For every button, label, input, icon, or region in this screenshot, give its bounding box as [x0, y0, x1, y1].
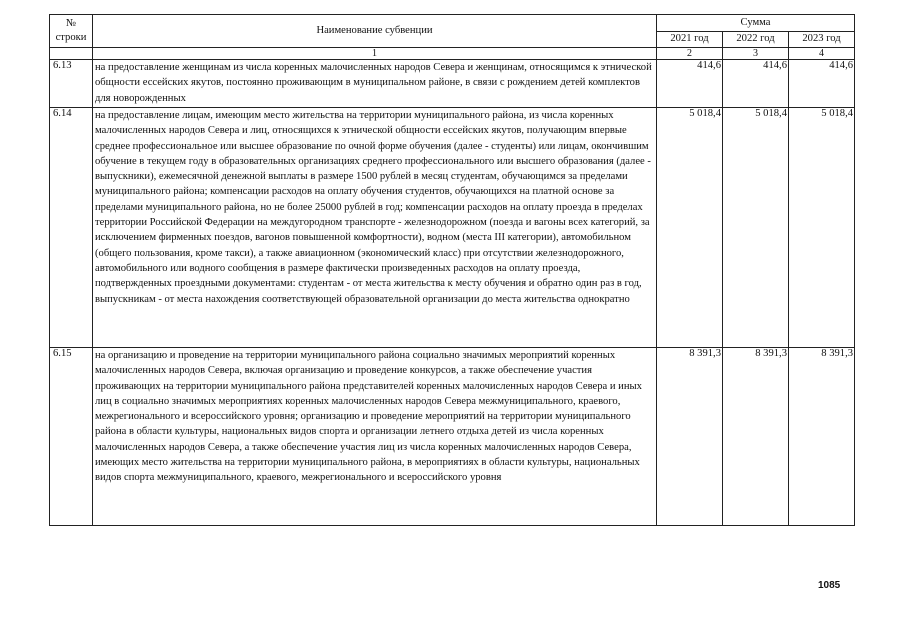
column-number-2: 2: [657, 48, 723, 60]
value-2021: 414,6: [657, 60, 723, 108]
value-2023: 5 018,4: [789, 108, 855, 348]
value-2023: 414,6: [789, 60, 855, 108]
page-number: 1085: [818, 580, 841, 591]
row-number: 6.14: [50, 108, 93, 348]
value-2022: 5 018,4: [723, 108, 789, 348]
subvention-description: на предоставление лицам, имеющим место жительства на территории муниципального района, из числа коренных малочисленных народов Севера и лиц, относящихся к этнической общности ессейских якутов, получающим впервые среднее профессиональное или высшее образование по очной форме обучения (далее - студенты) или лицам, окончившим обучение в текущем году в образовательных организациях среднего профессионального или высшего образования (далее - выпускники), ежемесячной денежной выплаты в размере 1500 рублей в месяц студентам, обучающимся за пределами муниципального района; компенсации расходов на оплату обучения студентов, обучающихся на платной основе за пределами муниципального района, но не более 25000 рублей в год; компенсации расходов на оплату проезда в пределах территории Российской Федерации на междугородном транспорте - железнодорожном (поезда и вагоны всех категорий, за исключением фирменных поездов, вагонов повышенной комфортности), водном (места III категории), автомобильном (общего пользования, кроме такси), а также авиационном (экономический класс) при отсутствии железнодорожного, автомобильного или водного сообщения в размере фактически произведенных расходов на оплату проезда, подтвержденных проездными документами: студентам - от места жительства к месту обучения и обратно один раз в год, выпускникам - от места нахождения соответствующей образовательной организации до места жительства однократно: [93, 108, 657, 348]
subvention-description: на организацию и проведение на территории муниципального района социально значимых мероприятий коренных малочисленных народов Севера, включая организацию и проведение конкурсов, а также обеспечение участия проживающих на территории муниципального района представителей коренных малочисленных народов Севера и иных лиц в социально значимых мероприятиях коренных малочисленных народов Севера межмуниципального, краевого, межрегионального и всероссийского уровня; организацию и проведение мероприятий на территории муниципального района в области культуры, национальных видов спорта и организации летнего отдыха детей из числа коренных малочисленных народов Севера, а также обеспечение участия лиц из числа коренных малочисленных народов Севера, имеющих место жительства на территории муниципального района, в мероприятиях в области культуры, национальных видов спорта межмуниципального, краевого, межрегионального и всероссийского уровня: [93, 348, 657, 526]
header-year-2022: 2022 год: [723, 31, 789, 48]
header-row-number: № строки: [50, 15, 93, 48]
column-number-1: [50, 48, 93, 60]
value-2022: 414,6: [723, 60, 789, 108]
subvention-description: на предоставление женщинам из числа коренных малочисленных народов Севера и женщинам, относящимся к этнической общности ессейских якутов, постоянно проживающим в муниципальном районе, в связи с рождением детей комплектов для новорожденных: [93, 60, 657, 108]
subvention-table: [49, 14, 855, 526]
value-2023: 8 391,3: [789, 348, 855, 526]
table-row: [50, 348, 855, 526]
value-2022: 8 391,3: [723, 348, 789, 526]
value-2021: 5 018,4: [657, 108, 723, 348]
header-year-2021: 2021 год: [657, 31, 723, 48]
table-row: [50, 108, 855, 348]
table-row: [50, 60, 855, 108]
header-sum: Сумма: [657, 15, 855, 32]
row-number: 6.15: [50, 348, 93, 526]
header-subvention-name: Наименование субвенции: [93, 15, 657, 48]
column-number-3: 3: [723, 48, 789, 60]
column-number-1: 1: [93, 48, 657, 60]
header-year-2023: 2023 год: [789, 31, 855, 48]
column-number-4: 4: [789, 48, 855, 60]
row-number: 6.13: [50, 60, 93, 108]
value-2021: 8 391,3: [657, 348, 723, 526]
